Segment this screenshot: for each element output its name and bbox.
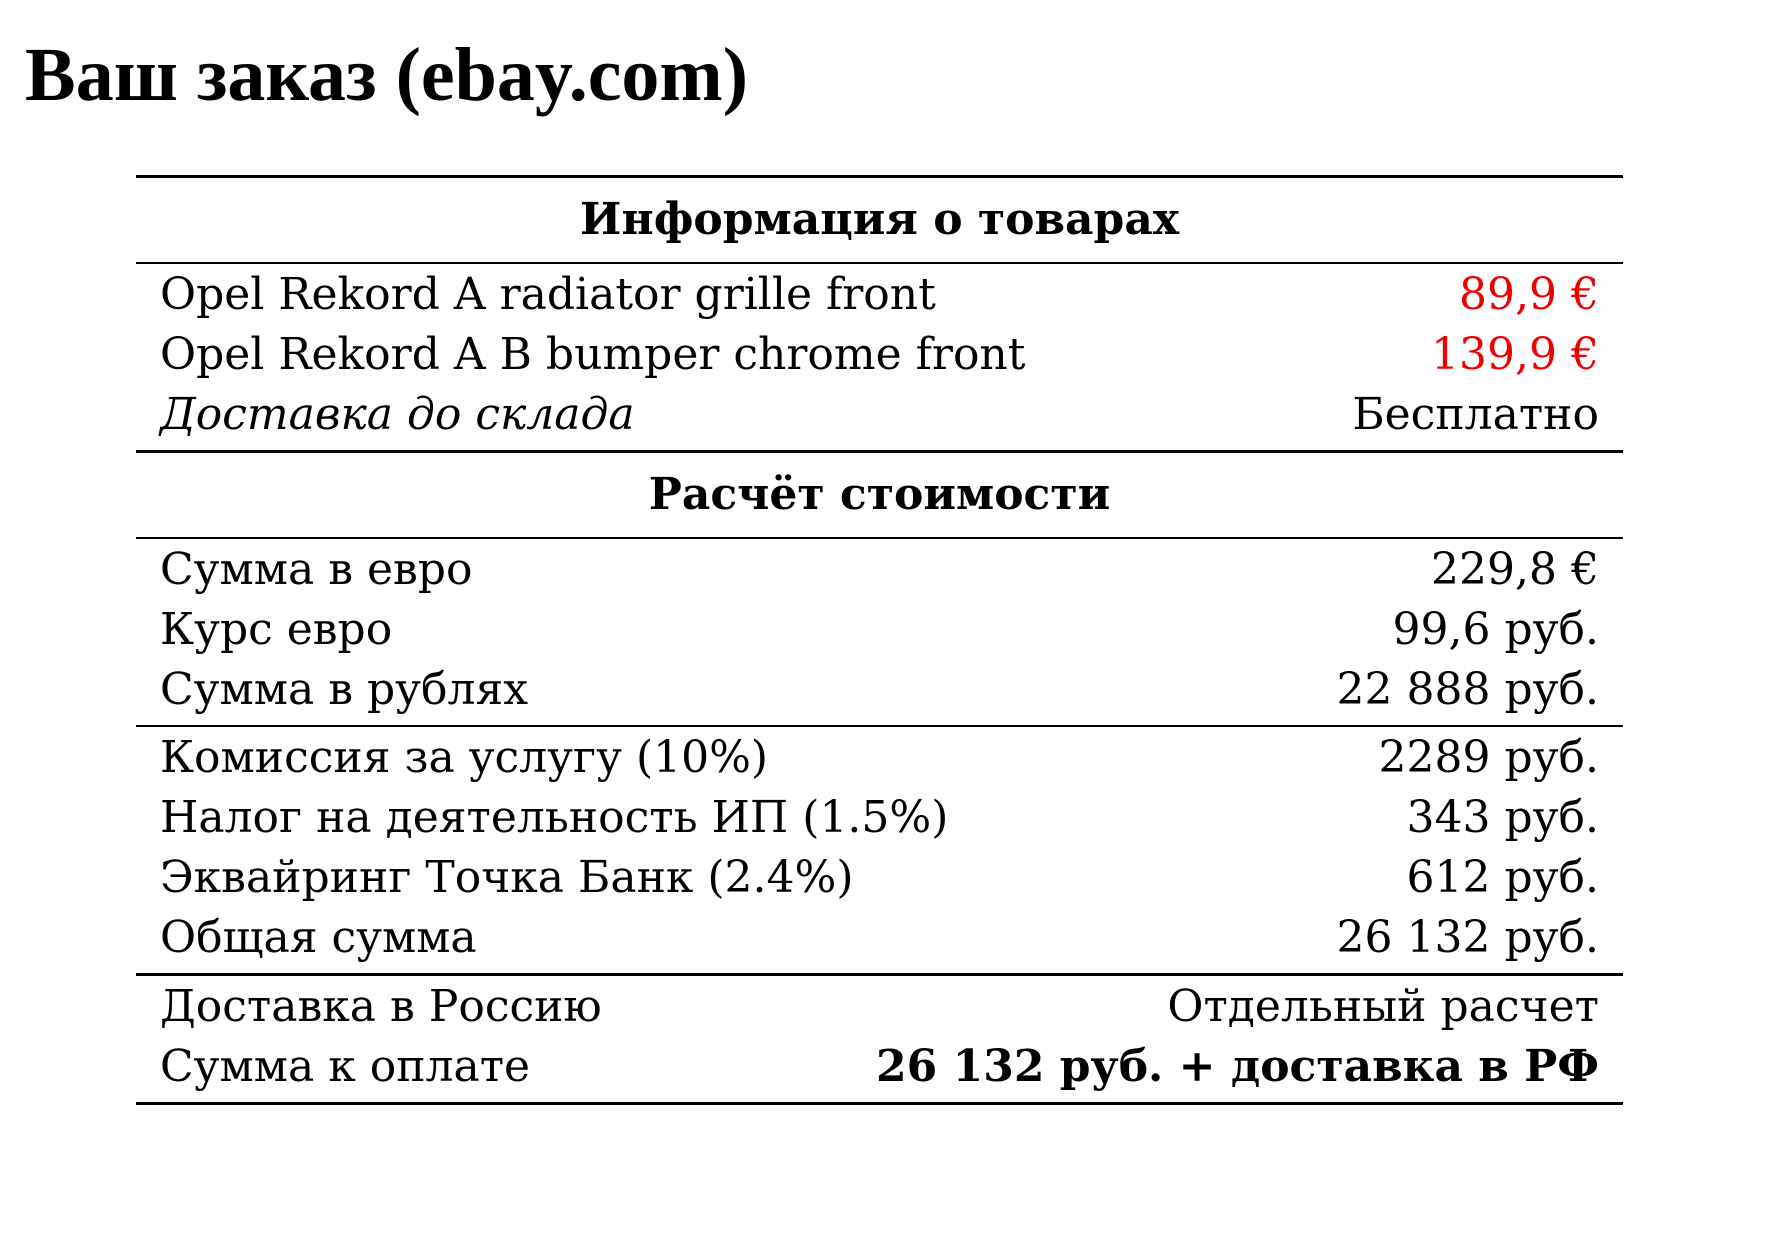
sum-euro-value: 229,8 € (1431, 544, 1599, 595)
acquiring-row (136, 848, 1623, 908)
total-label: Общая сумма (160, 912, 477, 963)
acquiring-label: Эквайринг Точка Банк (2.4%) (160, 852, 854, 903)
fees-rows (136, 727, 1623, 973)
product-price: 139,9 € (1431, 329, 1599, 380)
russia-delivery-label: Доставка в Россию (160, 981, 602, 1032)
acquiring-value: 612 руб. (1406, 852, 1599, 903)
product-price: 89,9 € (1459, 269, 1599, 320)
sum-rub-value: 22 888 руб. (1336, 664, 1599, 715)
sum-rub-row (136, 660, 1623, 720)
sum-euro-row (136, 540, 1623, 600)
tax-label: Налог на деятельность ИП (1.5%) (160, 792, 949, 843)
product-row (136, 265, 1623, 325)
euro-rate-row (136, 600, 1623, 660)
euro-rate-label: Курс евро (160, 604, 393, 655)
warehouse-delivery-row (136, 385, 1623, 445)
service-fee-value: 2289 руб. (1378, 732, 1599, 783)
total-row (136, 908, 1623, 968)
sum-rub-label: Сумма в рублях (160, 664, 529, 715)
amount-due-row (136, 1037, 1623, 1097)
product-name: Opel Rekord A radiator grille front (160, 269, 936, 320)
total-value: 26 132 руб. (1336, 912, 1599, 963)
calculation-section-header: Расчёт стоимости (648, 469, 1111, 520)
conversion-rows (136, 539, 1623, 725)
tax-value: 343 руб. (1406, 792, 1599, 843)
table-bottom-rule (136, 1102, 1623, 1105)
warehouse-delivery-label: Доставка до склада (160, 389, 635, 440)
product-name: Opel Rekord A B bumper chrome front (160, 329, 1026, 380)
product-row (136, 325, 1623, 385)
russia-delivery-row (136, 977, 1623, 1037)
amount-due-value: 26 132 руб. + доставка в РФ (876, 1041, 1599, 1092)
tax-row (136, 788, 1623, 848)
order-summary-table (136, 175, 1623, 1105)
russia-delivery-value: Отдельный расчет (1167, 981, 1599, 1032)
products-section-header: Информация о товарах (579, 194, 1180, 245)
sum-euro-label: Сумма в евро (160, 544, 473, 595)
page-title: Ваш заказ (ebay.com) (25, 33, 749, 117)
service-fee-row (136, 728, 1623, 788)
euro-rate-value: 99,6 руб. (1392, 604, 1599, 655)
service-fee-label: Комиссия за услугу (10%) (160, 732, 769, 783)
warehouse-delivery-value: Бесплатно (1352, 389, 1599, 440)
amount-due-label: Сумма к оплате (160, 1041, 531, 1092)
products-rows (136, 264, 1623, 450)
final-rows (136, 976, 1623, 1102)
